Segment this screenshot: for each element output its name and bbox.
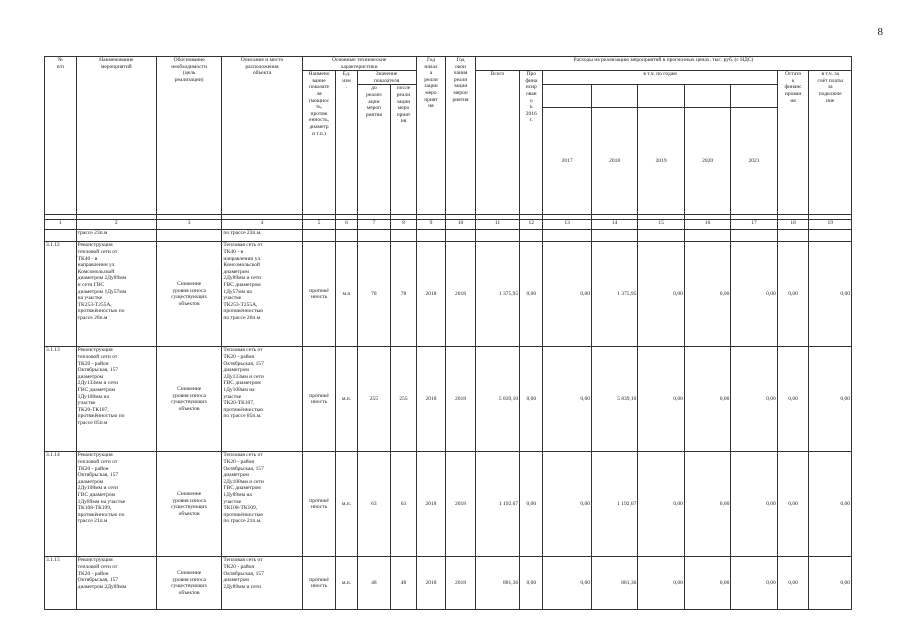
table-row (45, 347, 852, 452)
row-2018: 1 375,95 (591, 242, 637, 347)
column-index: 5 (302, 220, 336, 230)
row-description: Тепловая сеть от ТК20 - район Октябрьская, 157 диаметром 2Ду108мм и сети ГВС диаметром 1Ду89мм на участке ТК108-ТК109, протяжённостью по трассе 21п.м. (222, 452, 302, 557)
row-value-after: 255 (391, 347, 416, 452)
header-year-blank (591, 85, 637, 108)
row-description: Тепловая сеть от ТК20 - район Октябрьская, 157 диаметром 2Ду133мм и сети ГВС диаметром 1Ду108мм на участке ТК20-ТК107, протяжённостью по трассе 85п.м. (222, 347, 302, 452)
row-financed: 0,00 (520, 557, 543, 610)
table-row (45, 452, 852, 557)
column-index: 10 (446, 220, 476, 230)
continuation-row (45, 230, 852, 242)
header-year-start: Год начал а реали зации меро прият ия (416, 57, 446, 215)
header-tech-unit: Ед. изм . (336, 71, 357, 215)
column-index: 19 (809, 220, 852, 230)
row-total: 5 839,10 (475, 347, 519, 452)
column-index: 3 (156, 220, 221, 230)
row-number: 3.1.15 (45, 557, 77, 610)
row-2018: 881,36 (591, 557, 637, 610)
row-2020: 0,00 (684, 347, 730, 452)
row-justification: Снижение уровня износа существующих объектов (156, 242, 221, 347)
page-number: 8 (877, 26, 883, 38)
row-2017: 0,00 (543, 452, 592, 557)
row-year-end: 2018 (446, 557, 476, 610)
investment-table (44, 56, 852, 610)
column-index-row (45, 220, 852, 230)
row-2021: 0,00 (731, 557, 777, 610)
row-2018: 1 192,67 (591, 452, 637, 557)
continuation-name: трассе 23п.м (76, 230, 156, 242)
column-index: 13 (543, 220, 592, 230)
row-2017: 0,00 (543, 242, 592, 347)
header-year-blank (731, 85, 777, 108)
header-name: Наименование мероприятий (76, 57, 156, 215)
row-number: 3.1.13 (45, 347, 77, 452)
header-total: Всего (475, 71, 519, 215)
row-fee: 0,00 (809, 557, 852, 610)
row-remaining: 0,00 (777, 557, 809, 610)
row-2017: 0,00 (543, 347, 592, 452)
column-index: 16 (684, 220, 730, 230)
row-remaining: 0,00 (777, 242, 809, 347)
row-year-end: 2018 (446, 452, 476, 557)
row-tech-name: протяжё нность (302, 242, 336, 347)
row-total: 881,36 (475, 557, 519, 610)
row-value-before: 78 (357, 242, 391, 347)
row-2020: 0,00 (684, 242, 730, 347)
row-value-after: 63 (391, 452, 416, 557)
column-index: 12 (520, 220, 543, 230)
row-value-before: 255 (357, 347, 391, 452)
column-index: 17 (731, 220, 777, 230)
header-value-group: Значение показателя (357, 71, 416, 85)
header-year-blank (543, 85, 592, 108)
row-remaining: 0,00 (777, 452, 809, 557)
row-justification: Снижение уровня износа существующих объектов (156, 347, 221, 452)
row-value-after: 48 (391, 557, 416, 610)
row-2020: 0,00 (684, 557, 730, 610)
table-row (45, 557, 852, 610)
row-tech-name: протяжё нность (302, 347, 336, 452)
row-value-before: 48 (357, 557, 391, 610)
table-row (45, 242, 852, 347)
row-name: Реконструкция тепловой сети от ТК40 - в направлении ул. Комсомольской диаметром 2Ду89мм и сети ГВС диаметром 1Ду57мм на участке ТК253-Т255А, протяжённостью по трассе 26п.м (76, 242, 156, 347)
header-tech-group: Основные технические характеристики (302, 57, 416, 71)
row-year-start: 2018 (416, 242, 446, 347)
header-value-after: после реали зации меро прият ия (391, 85, 416, 215)
row-value-after: 78 (391, 242, 416, 347)
row-financed: 0,00 (520, 242, 543, 347)
column-index: 4 (222, 220, 302, 230)
row-justification: Снижение уровня износа существующих объектов (156, 452, 221, 557)
row-total: 1 375,95 (475, 242, 519, 347)
header-fee: в т.ч. за счёт платы за подключе ние (809, 71, 852, 215)
header-justification: Обоснование необходимости (цель реализации) (156, 57, 221, 215)
row-year-start: 2018 (416, 557, 446, 610)
column-index: 2 (76, 220, 156, 230)
row-description: Тепловая сеть от ТК20 - район Октябрьская, 157 диаметром 2Ду89мм и сети (222, 557, 302, 610)
header-remaining: Остато к финанс ирован ия (777, 71, 809, 215)
header-year-end: Год окон чания реали зации мероп риятия (446, 57, 476, 215)
column-index: 1 (45, 220, 77, 230)
row-2021: 0,00 (731, 452, 777, 557)
header-financed: Про фина нсир ован о к 2016 г. (520, 71, 543, 215)
header-year-blank (684, 85, 730, 108)
row-2019: 0,00 (638, 557, 684, 610)
header-year-blank (638, 85, 684, 108)
row-2019: 0,00 (638, 452, 684, 557)
column-index: 11 (475, 220, 519, 230)
row-name: Реконструкция тепловой сети от ТК20 - район Октябрьская, 157 диаметром 2Ду108мм и сети ГВС диаметром 1Ду89мм на участке ТК108-ТК109, протяжённостью по трассе 21п.м (76, 452, 156, 557)
column-index: 6 (336, 220, 357, 230)
header-no: № п/п (45, 57, 77, 215)
row-2021: 0,00 (731, 347, 777, 452)
row-2020: 0,00 (684, 452, 730, 557)
row-total: 1 192,67 (475, 452, 519, 557)
header-year-2019: 2019 (638, 108, 684, 215)
row-number: 3.1.12 (45, 242, 77, 347)
row-2021: 0,00 (731, 242, 777, 347)
header-description: Описание и место расположения объекта (222, 57, 302, 215)
header-year-2020: 2020 (684, 108, 730, 215)
column-index: 9 (416, 220, 446, 230)
header-value-before: до реализ ации мероп риятия (357, 85, 391, 215)
row-fee: 0,00 (809, 347, 852, 452)
row-year-end: 2018 (446, 242, 476, 347)
row-2019: 0,00 (638, 242, 684, 347)
row-description: Тепловая сеть от ТК40 - в направлении ул. Комсомольской диаметром 2Ду89мм и сети ГВС диаметром 1Ду57мм на участке ТК253-Т255А, протяжённостью по трассе 26п.м (222, 242, 302, 347)
row-2018: 5 839,10 (591, 347, 637, 452)
header-year-2018: 2018 (591, 108, 637, 215)
column-index: 7 (357, 220, 391, 230)
column-index: 8 (391, 220, 416, 230)
row-name: Реконструкция тепловой сети от ТК20 - район Октябрьская, 157 диаметром 2Ду89мм (76, 557, 156, 610)
row-tech-name: протяжё нность (302, 557, 336, 610)
row-unit: м.п. (336, 557, 357, 610)
row-number: 3.1.14 (45, 452, 77, 557)
row-year-end: 2018 (446, 347, 476, 452)
header-costs-group: Расходы на реализацию мероприятий в прогнозных ценах, тыс. руб. (с НДС) (475, 57, 851, 71)
row-fee: 0,00 (809, 242, 852, 347)
row-2019: 0,00 (638, 347, 684, 452)
header-row (45, 57, 852, 71)
row-remaining: 0,00 (777, 347, 809, 452)
row-justification: Снижение уровня износа существующих объектов (156, 557, 221, 610)
row-unit: м.п (336, 242, 357, 347)
row-year-start: 2018 (416, 452, 446, 557)
header-year-2021: 2021 (731, 108, 777, 215)
row-year-start: 2018 (416, 347, 446, 452)
row-name: Реконструкция тепловой сети от ТК20 - район Октябрьская, 157 диаметром 2Ду133мм и сети ГВС диаметром 1Ду108мм на участке ТК20-ТК107, протяжённостью по трассе 85п.м (76, 347, 156, 452)
row-tech-name: протяжё нность (302, 452, 336, 557)
column-index: 14 (591, 220, 637, 230)
row-2017: 0,00 (543, 557, 592, 610)
row-value-before: 63 (357, 452, 391, 557)
column-index: 15 (638, 220, 684, 230)
continuation-description: по трассе 23п.м. (222, 230, 302, 242)
row-fee: 0,00 (809, 452, 852, 557)
column-index: 18 (777, 220, 809, 230)
header-by-years: в т.ч. по годам (543, 71, 777, 85)
row-unit: м.п. (336, 347, 357, 452)
row-unit: м.п. (336, 452, 357, 557)
row-financed: 0,00 (520, 452, 543, 557)
row-financed: 0,00 (520, 347, 543, 452)
header-year-2017: 2017 (543, 108, 592, 215)
header-tech-name: Наимено вание показате ля (мощнос ть, протяж енность, диаметр и т.п.) (302, 71, 336, 215)
